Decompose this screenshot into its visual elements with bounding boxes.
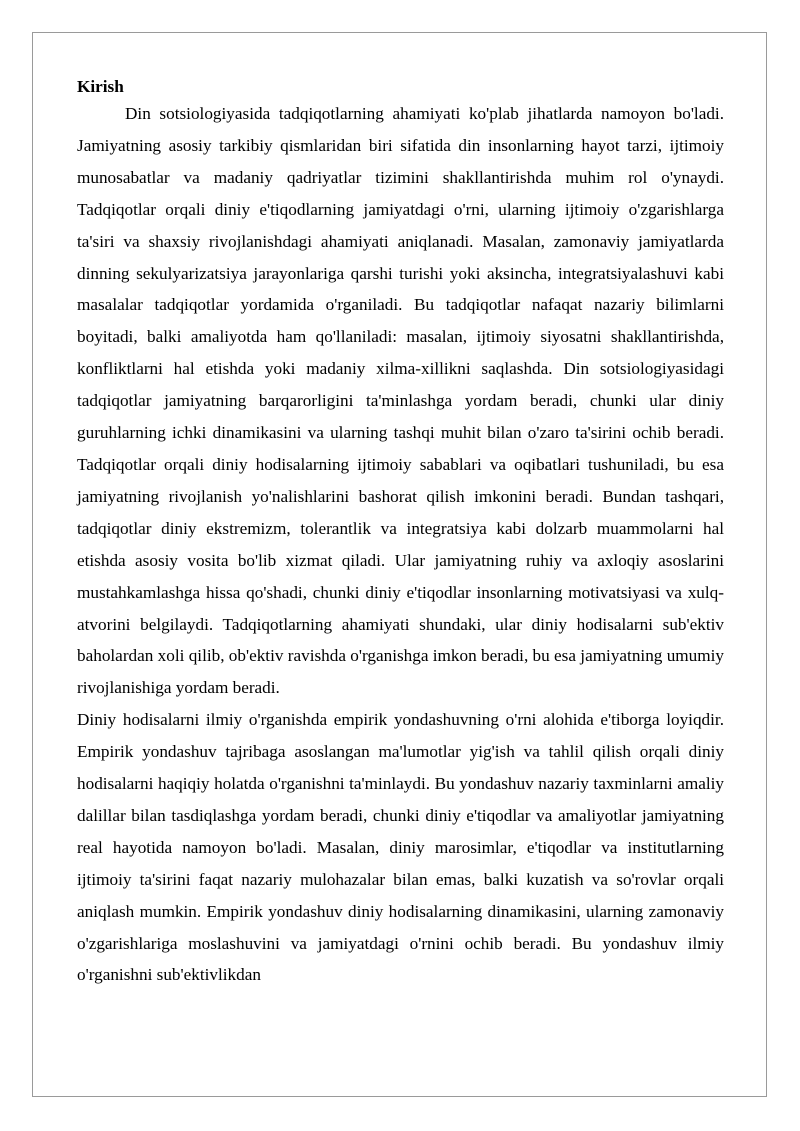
paragraph-2: Diniy hodisalarni ilmiy o'rganishda empirik yondashuvning o'rni alohida e'tiborga loyiqdir. Empirik yondashuv tajribaga asoslangan ma'lumotlar yig'ish va tahlil qilish orqali diniy hodisalarni haqiqiy holatda o'rganishni ta'minlaydi. Bu yondashuv nazariy taxminlarni amaliy dalillar bilan tasdiqlashga yordam beradi, chunki diniy e'tiqodlar va amaliyotlar jamiyatning real hayotida namoyon bo'ladi. Masalan, diniy marosimlar, e'tiqodlar va institutlarning ijtimoiy ta'sirini faqat nazariy mulohazalar bilan emas, balki kuzatish va so'rovlar orqali aniqlash mumkin. Empirik yondashuv diniy hodisalarning dinamikasini, ularning zamonaviy o'zgarishlariga moslashuvini va jamiyatdagi o'rnini ochib beradi. Bu yondashuv ilmiy o'rganishni sub'ektivlikdan bbox=[77, 710, 724, 985]
paragraph-1: Din sotsiologiyasida tadqiqotlarning ahamiyati ko'plab jihatlarda namoyon bo'ladi. Jamiyatning asosiy tarkibiy qismlaridan biri sifatida din insonlarning hayot tarzi, ijtimoiy munosabatlar va madaniy qadriyatlar tizimini shakllantirishda muhim rol o'ynaydi. Tadqiqotlar orqali diniy e'tiqodlarning jamiyatdagi o'rni, ularning ijtimoiy o'zgarishlarga ta'siri va shaxsiy rivojlanishdagi ahamiyati aniqlanadi. Masalan, zamonaviy jamiyatlarda dinning sekulyarizatsiya jarayonlariga qarshi turishi yoki aksincha, integratsiyalashuvi kabi masalalar tadqiqotlar yordamida o'rganiladi. Bu tadqiqotlar nafaqat nazariy bilimlarni boyitadi, balki amaliyotda ham qo'llaniladi: masalan, ijtimoiy siyosatni shakllantirishda, konfliktlarni hal etishda yoki madaniy xilma-xillikni saqlashda. Din sotsiologiyasidagi tadqiqotlar jamiyatning barqarorligini ta'minlashga yordam beradi, chunki ular diniy guruhlarning ichki dinamikasini va ularning tashqi muhit bilan o'zaro ta'sirini ochib beradi. Tadqiqotlar orqali diniy hodisalarning ijtimoiy sabablari va oqibatlari tushuniladi, bu esa jamiyatning rivojlanish yo'nalishlarini bashorat qilish imkonini beradi. Bundan tashqari, tadqiqotlar diniy ekstremizm, tolerantlik va integratsiya kabi dolzarb muammolarni hal etishda asosiy vosita bo'lib xizmat qiladi. Ular jamiyatning ruhiy va axloqiy asoslarini mustahkamlashga hissa qo'shadi, chunki diniy e'tiqodlar insonlarning motivatsiyasi va xulq-atvorini belgilaydi. Tadqiqotlarning ahamiyati shundaki, ular diniy hodisalarni sub'ektiv baholardan xoli qilib, ob'ektiv ravishda o'rganishga imkon beradi, bu esa jamiyatning umumiy rivojlanishiga yordam beradi. bbox=[77, 104, 724, 698]
document-body bbox=[77, 76, 724, 991]
section-heading: Kirish bbox=[77, 77, 124, 96]
